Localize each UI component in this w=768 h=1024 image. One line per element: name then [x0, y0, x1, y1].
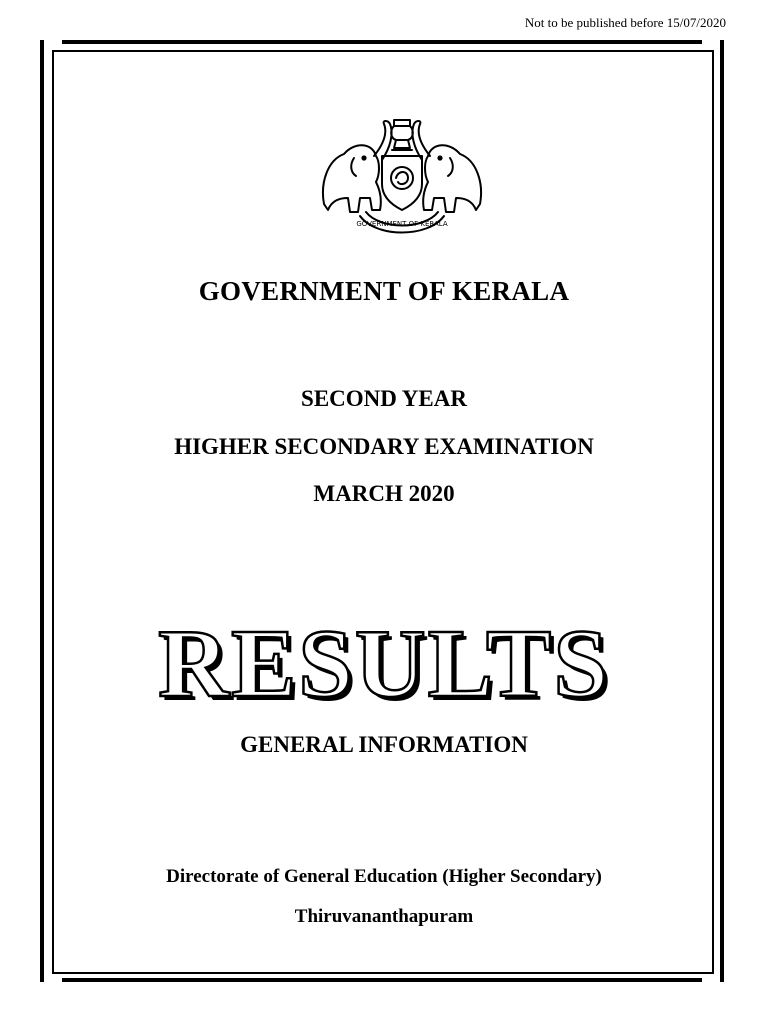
results-title: RESULTS [158, 610, 610, 718]
exam-year: SECOND YEAR [301, 386, 467, 411]
government-heading: GOVERNMENT OF KERALA [198, 276, 570, 306]
kerala-state-emblem-icon [310, 112, 494, 238]
exam-name: HIGHER SECONDARY EXAMINATION [174, 434, 594, 459]
border-corner-notch [44, 38, 62, 46]
border-corner-notch [702, 976, 720, 984]
publication-notice: Not to be published before 15/07/2020 [524, 15, 726, 30]
border-corner-notch [702, 38, 720, 46]
exam-session: MARCH 2020 [313, 481, 455, 506]
city-name: Thiruvananthapuram [294, 906, 474, 927]
general-information-heading: GENERAL INFORMATION [240, 732, 528, 757]
emblem-motto: GOVERNMENT OF KERALA [356, 220, 448, 228]
directorate-name: Directorate of General Education (Higher Secondary) [166, 866, 602, 887]
border-corner-notch [44, 976, 62, 984]
